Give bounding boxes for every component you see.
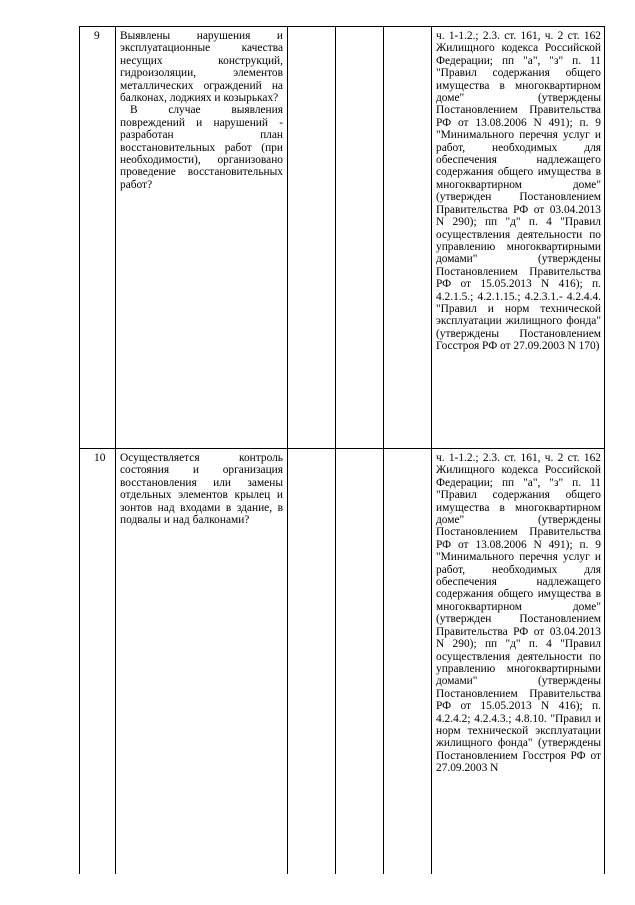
answer-no-cell [336, 449, 384, 875]
table-row [80, 27, 605, 449]
row-number: 9 [80, 27, 116, 449]
question-cell [116, 449, 288, 875]
legal-reference-text: ч. 1-1.2.; 2.3. ст. 161, ч. 2 ст. 162 Жилищного кодекса Российской Федерации; пп "а", "з" п. 11 "Правил содержания общего имущества в многоквартирном доме" (утверждены Постановлением Правительства РФ от 13.08.2006 N 491); п. 9 "Минимального перечня услуг и работ, необходимых для обеспечения надлежащего содержания общего имущества в многоквартирном доме" (утвержден Постановлением Правительства РФ от 03.04.2013 N 290); пп "д" п. 4 "Правил осуществления деятельности по управлению многоквартирными домами" (утверждены Постановлением Правительства РФ от 15.05.2013 N 416); п. 4.2.4.2; 4.2.4.3.; 4.8.10. "Правил и норм технической эксплуатации жилищного фонда" (утверждены Постановлением Госстроя РФ от 27.09.2003 N [436, 452, 601, 775]
row-number: 10 [80, 449, 116, 875]
question-text: В случае выявления повреждений и нарушений - разработан план восстановительных работ (при необходимости), организовано проведение восстановительных работ? [120, 104, 283, 191]
question-text: Осуществляется контроль состояния и организация восстановления или замены отдельных элементов крылец и зонтов над входами в здание, в подвалы и над балконами? [120, 452, 283, 527]
checklist-table [79, 26, 605, 874]
answer-no-cell [336, 27, 384, 449]
legal-reference-text: ч. 1-1.2.; 2.3. ст. 161, ч. 2 ст. 162 Жилищного кодекса Российской Федерации; пп "а", "з" п. 11 "Правил содержания общего имущества в многоквартирном доме" (утверждены Постановлением Правительства РФ от 13.08.2006 N 491); п. 9 "Минимального перечня услуг и работ, необходимых для обеспечения надлежащего содержания общего имущества в многоквартирном доме" (утвержден Постановлением Правительства РФ от 03.04.2013 N 290); пп "д" п. 4 "Правил осуществления деятельности по управлению многоквартирными домами" (утверждены Постановлением Правительства РФ от 15.05.2013 N 416); п. 4.2.1.5.; 4.2.1.15.; 4.2.3.1.- 4.2.4.4. "Правил и норм технической эксплуатации жилищного фонда" (утверждены Постановлением Госстроя РФ от 27.09.2003 N 170) [436, 30, 601, 353]
reference-cell [432, 27, 605, 449]
table-row [80, 449, 605, 875]
answer-na-cell [384, 449, 432, 875]
answer-na-cell [384, 27, 432, 449]
question-text: Выявлены нарушения и эксплуатационные качества несущих конструкций, гидроизоляции, элементов металлических ограждений на балконах, лоджиях и козырьках? [120, 30, 283, 105]
answer-yes-cell [288, 449, 336, 875]
question-cell [116, 27, 288, 449]
reference-cell [432, 449, 605, 875]
answer-yes-cell [288, 27, 336, 449]
